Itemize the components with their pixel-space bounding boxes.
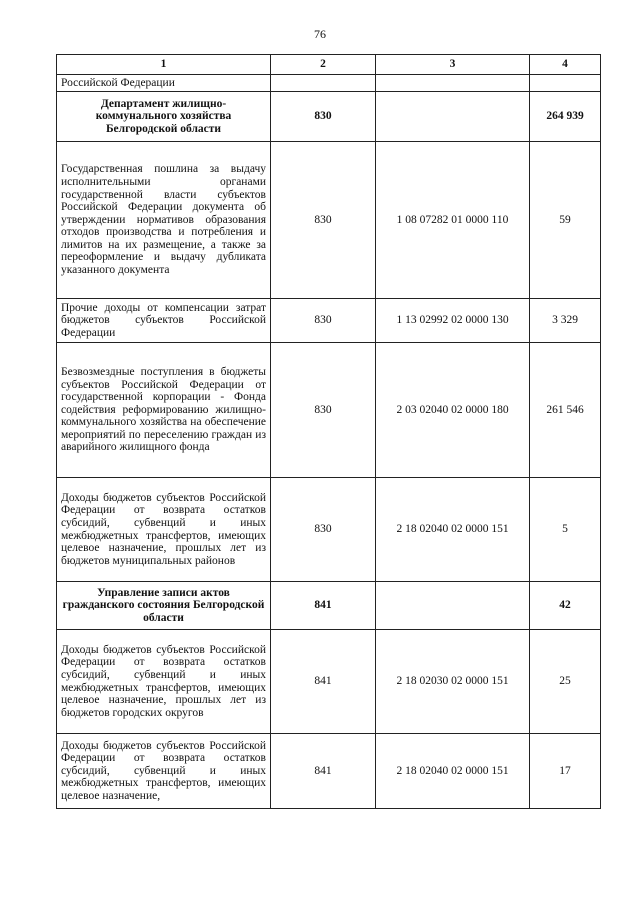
amount: 3 329 [530,299,601,343]
row-description: Доходы бюджетов субъектов Российской Федерации от возврата остатков субсидий, субвенций и иных межбюджетных трансфертов, имеющих целевое назначение, прошлых лет из бюджетов городских округов [57,630,271,734]
budget-classification-code [376,75,530,92]
admin-code [271,75,376,92]
budget-classification-code [376,582,530,630]
row-description: Доходы бюджетов субъектов Российской Федерации от возврата остатков субсидий, субвенций и иных межбюджетных трансфертов, имеющих целевое назначение, прошлых лет из бюджетов муниципальных районов [57,478,271,582]
admin-code: 830 [271,478,376,582]
row-description: Государственная пошлина за выдачу исполнительными органами государственной власти субъектов Российской Федерации документа об утверждении нормативов образования отходов производства и потребления и лимитов на их размещение, а также за переоформление и выдачу дубликата указанного документа [57,142,271,299]
admin-code: 841 [271,734,376,809]
admin-code: 841 [271,582,376,630]
table-row [57,299,601,343]
amount: 261 546 [530,343,601,478]
budget-classification-code: 2 18 02040 02 0000 151 [376,734,530,809]
page-number: 76 [314,27,326,41]
admin-code: 830 [271,343,376,478]
amount: 264 939 [530,92,601,142]
amount: 59 [530,142,601,299]
table-row [57,734,601,809]
row-description: Российской Федерации [57,75,271,92]
amount: 42 [530,582,601,630]
department-row [57,92,601,142]
row-description: Прочие доходы от компенсации затрат бюджетов субъектов Российской Федерации [57,299,271,343]
amount: 17 [530,734,601,809]
budget-classification-code: 1 08 07282 01 0000 110 [376,142,530,299]
amount: 5 [530,478,601,582]
amount: 25 [530,630,601,734]
row-description: Безвозмездные поступления в бюджеты субъектов Российской Федерации от государственной корпорации - Фонда содействия реформированию жилищно-коммунального хозяйства на обеспечение мероприятий по переселению граждан из аварийного жилищного фонда [57,343,271,478]
budget-classification-code: 2 03 02040 02 0000 180 [376,343,530,478]
department-name: Департамент жилищно-коммунального хозяйства Белгородской области [57,92,271,142]
row-description: Доходы бюджетов субъектов Российской Федерации от возврата остатков субсидий, субвенций и иных межбюджетных трансфертов, имеющих целевое назначение, [57,734,271,809]
department-row [57,582,601,630]
budget-classification-code: 1 13 02992 02 0000 130 [376,299,530,343]
revenue-table [56,54,601,809]
table-row [57,75,601,92]
admin-code: 830 [271,92,376,142]
budget-classification-code: 2 18 02040 02 0000 151 [376,478,530,582]
column-header-1: 1 [57,55,271,75]
table-row [57,630,601,734]
admin-code: 830 [271,299,376,343]
header-row [57,55,601,75]
budget-classification-code [376,92,530,142]
admin-code: 830 [271,142,376,299]
table-row [57,142,601,299]
column-header-2: 2 [271,55,376,75]
table-row [57,343,601,478]
amount [530,75,601,92]
admin-code: 841 [271,630,376,734]
budget-classification-code: 2 18 02030 02 0000 151 [376,630,530,734]
column-header-3: 3 [376,55,530,75]
department-name: Управление записи актов гражданского состояния Белгородской области [57,582,271,630]
table-row [57,478,601,582]
column-header-4: 4 [530,55,601,75]
